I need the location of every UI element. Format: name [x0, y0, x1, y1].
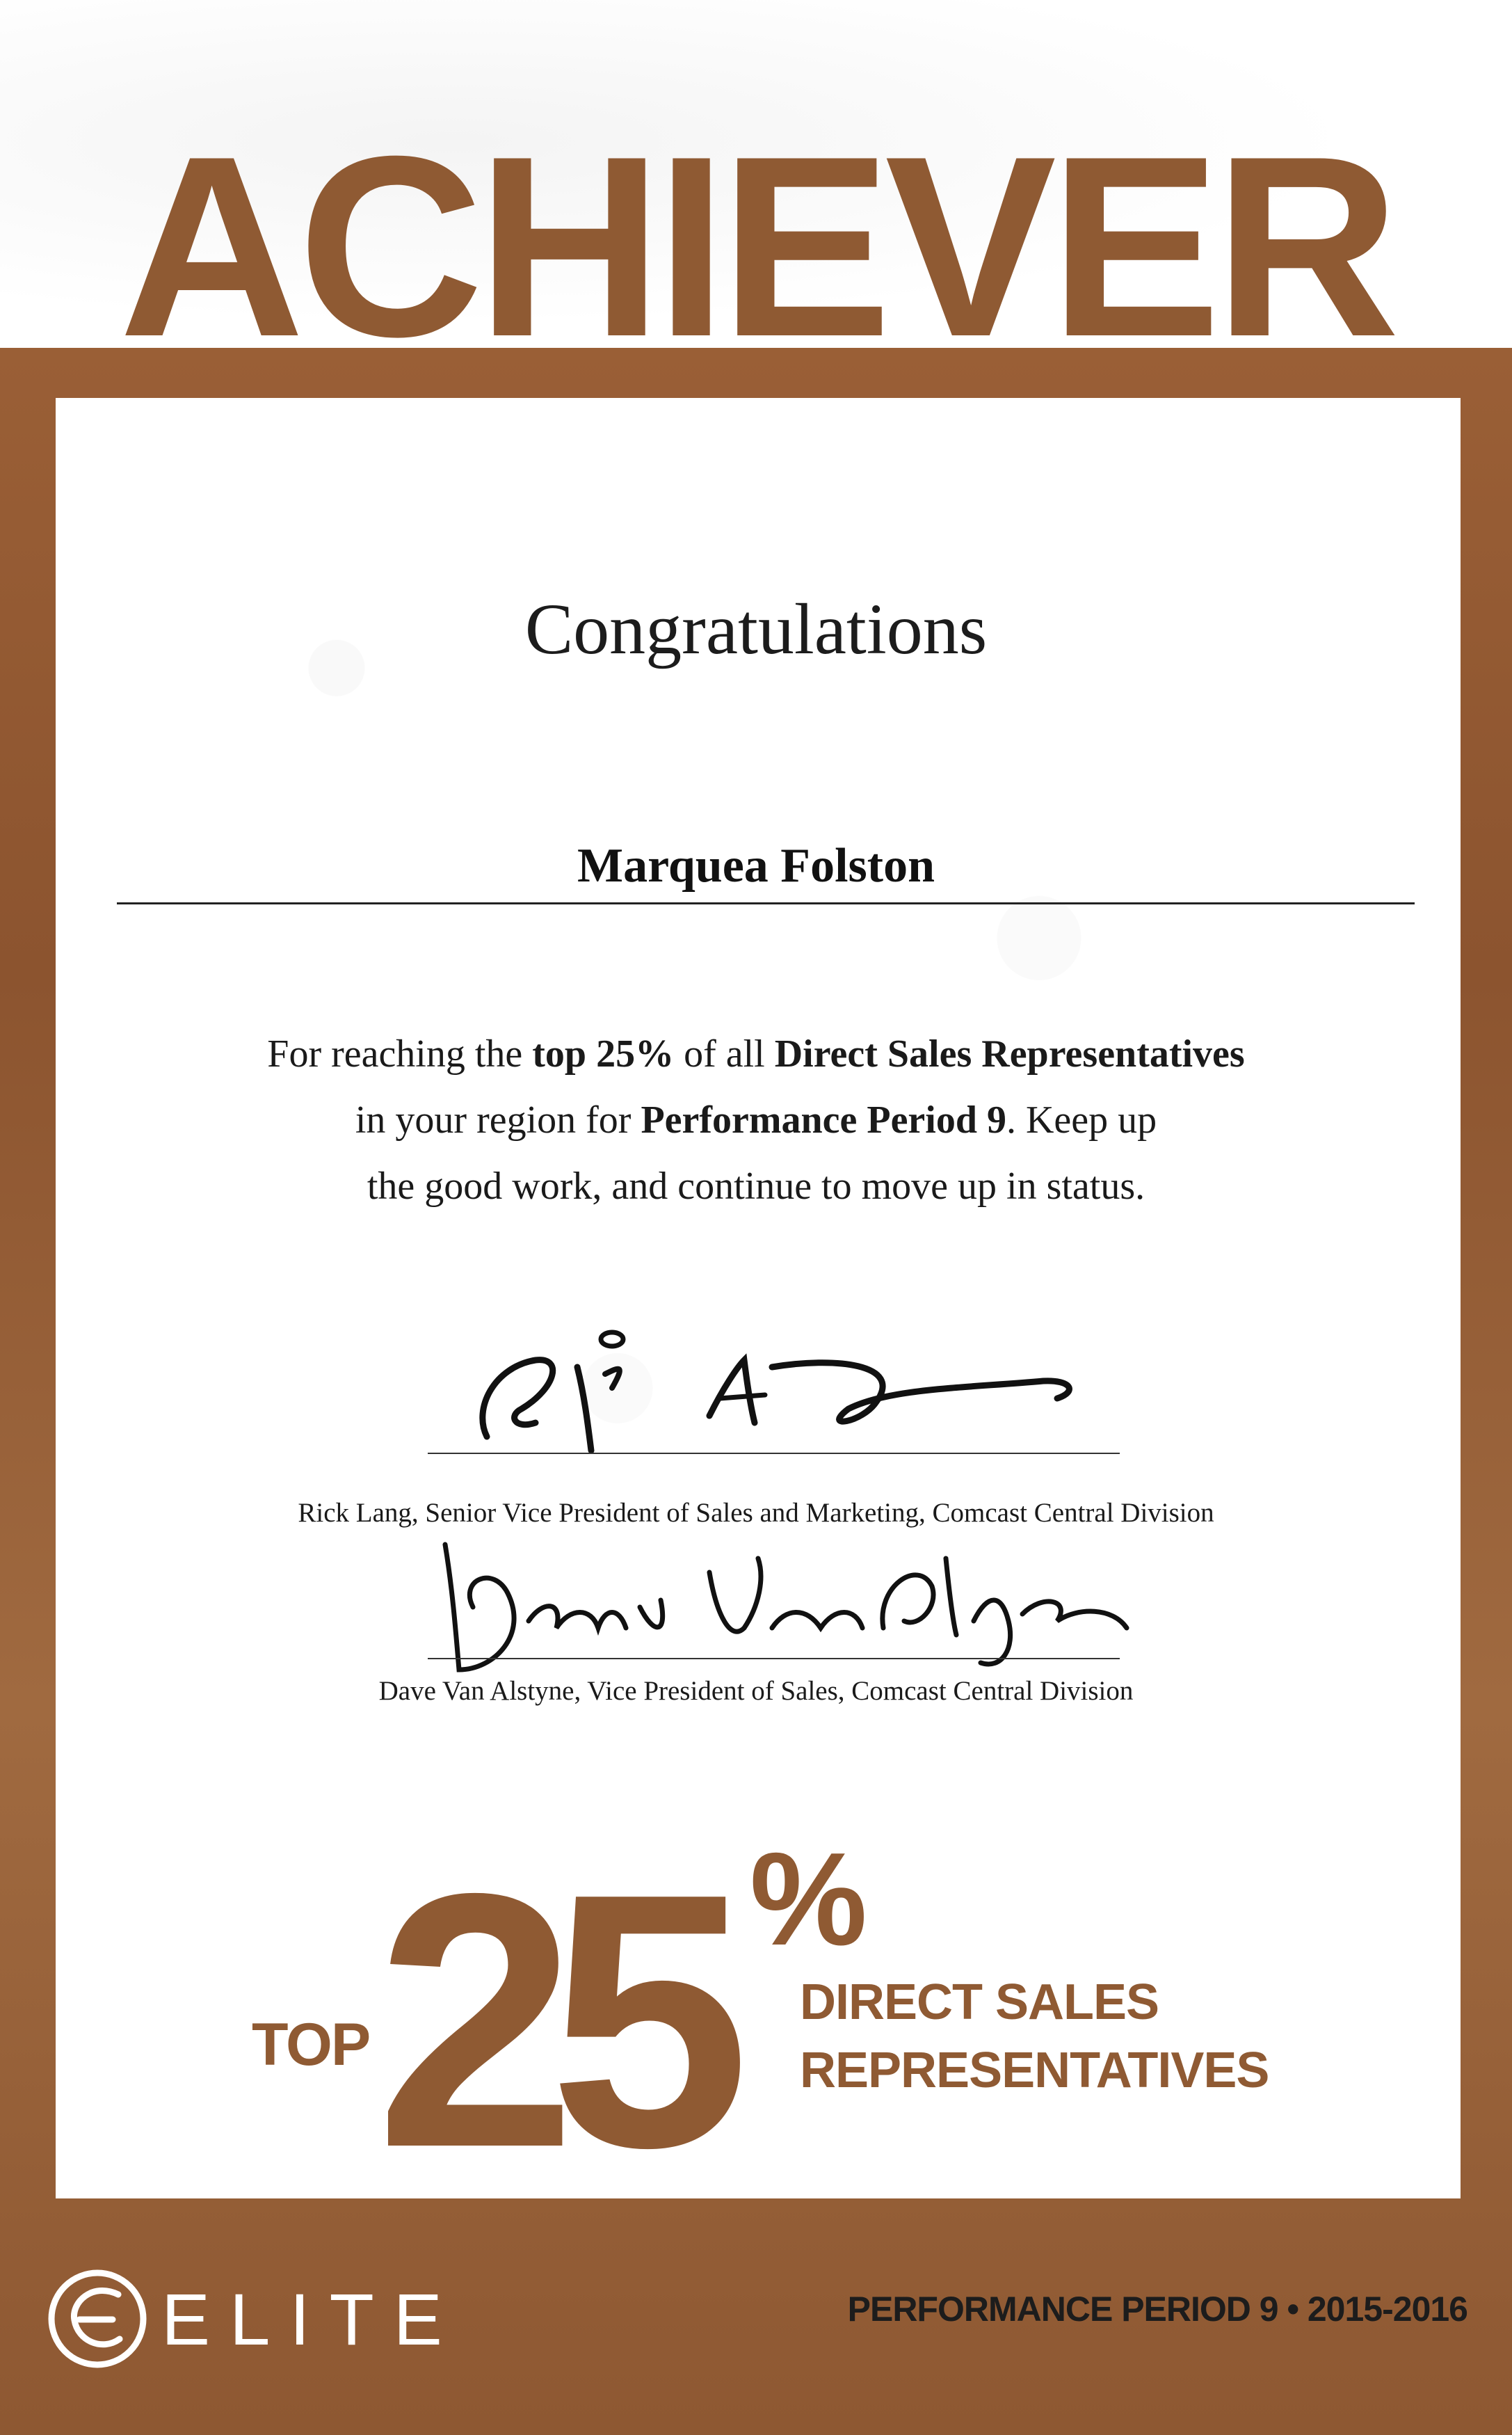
body-text-1: For reaching the	[267, 1032, 533, 1076]
badge-percent: %	[750, 1826, 867, 1973]
congratulations-heading: Congratulations	[524, 589, 988, 669]
badge-line-1: DIRECT SALES	[800, 1974, 1159, 2030]
signature-caption-2: Dave Van Alstyne, Vice President of Sales, Comcast Central Division	[378, 1676, 1134, 1706]
badge-top-label: TOP	[252, 2011, 370, 2078]
name-underline	[117, 902, 1415, 904]
body-bold-period: Performance Period 9	[641, 1099, 1006, 1142]
achiever-title: ACHIEVER	[119, 103, 1393, 390]
badge-number: 25	[376, 1819, 723, 2223]
signature-line-1	[428, 1453, 1120, 1454]
signature-line-2	[428, 1658, 1120, 1659]
body-bold-dsr: Direct Sales Representatives	[774, 1032, 1245, 1076]
body-text-2: of all	[674, 1032, 775, 1076]
performance-period-footer: PERFORMANCE PERIOD 9 • 2015-2016	[847, 2290, 1467, 2329]
body-text-4: . Keep up	[1006, 1099, 1157, 1142]
signature-dave-van-alstyne	[431, 1531, 1134, 1677]
signature-rick-lang	[445, 1325, 1113, 1458]
signature-caption-1: Rick Lang, Senior Vice President of Sales and Marketing, Comcast Central Division	[298, 1498, 1214, 1528]
elite-logo	[43, 2261, 462, 2379]
badge-line-2: REPRESENTATIVES	[800, 2043, 1269, 2098]
recipient-name: Marquea Folston	[577, 839, 935, 893]
body-text-3: in your region for	[355, 1099, 641, 1142]
elite-logo-text: ELITE	[161, 2279, 462, 2361]
certificate-body	[125, 1021, 1387, 1220]
body-text-5: the good work, and continue to move up in status.	[367, 1165, 1145, 1208]
body-bold-top25: top 25%	[532, 1032, 675, 1076]
